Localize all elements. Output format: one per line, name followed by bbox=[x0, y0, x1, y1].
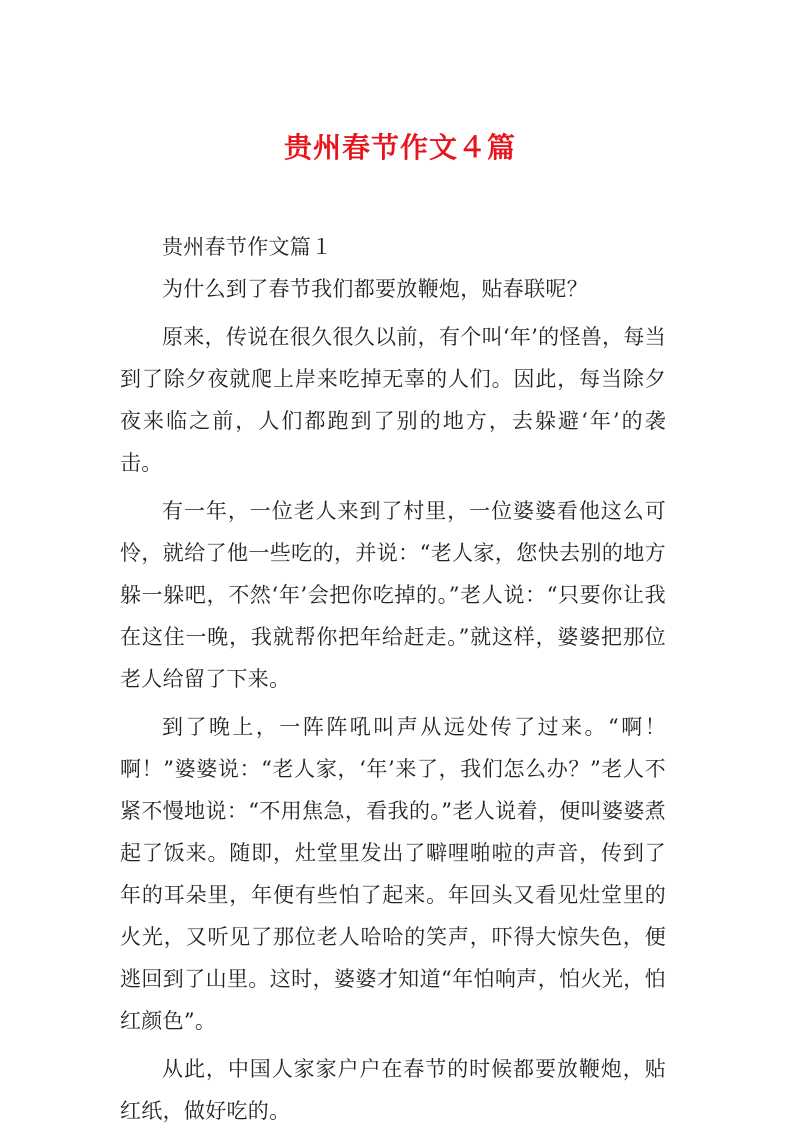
paragraph-4: 到了晚上，一阵阵吼叫声从远处传了过来。“啊！啊！”婆婆说：“老人家，‘年’来了，我们怎么办？”老人不紧不慢地说：“不用焦急，看我的。”老人说着，便叫婆婆煮起了饭来。随即，灶堂里发出了噼哩啪啦的声音，传到了年的耳朵里，年便有些怕了起来。年回头又看见灶堂里的火光，又听见了那位老人哈哈的笑声，吓得大惊失色，便逃回到了山里。这时，婆婆才知道“年怕响声，怕火光，怕红颜色”。 bbox=[120, 715, 666, 1033]
section-heading: 贵州春节作文篇１ bbox=[162, 235, 333, 259]
document-title: 贵州春节作文４篇 bbox=[283, 131, 516, 164]
paragraph-3: 有一年，一位老人来到了村里，一位婆婆看他这么可怜，就给了他一些吃的，并说：“老人家，您快去别的地方躲一躲吧，不然‘年’会把你吃掉的。”老人说：“只要你让我在这住一晚，我就帮你把年给赶走。”就这样，婆婆把那位老人给留了下来。 bbox=[120, 499, 666, 691]
paragraph-1: 为什么到了春节我们都要放鞭炮，贴春联呢？ bbox=[162, 277, 588, 301]
document-body bbox=[120, 226, 666, 1132]
paragraph-2: 原来，传说在很久很久以前，有个叫‘年’的怪兽，每当到了除夕夜就爬上岸来吃掉无辜的人们。因此，每当除夕夜来临之前，人们都跑到了别的地方，去躲避‘年’的袭击。 bbox=[120, 325, 666, 475]
paragraph-5: 从此，中国人家家户户在春节的时候都要放鞭炮，贴红纸，做好吃的。 bbox=[120, 1057, 666, 1123]
